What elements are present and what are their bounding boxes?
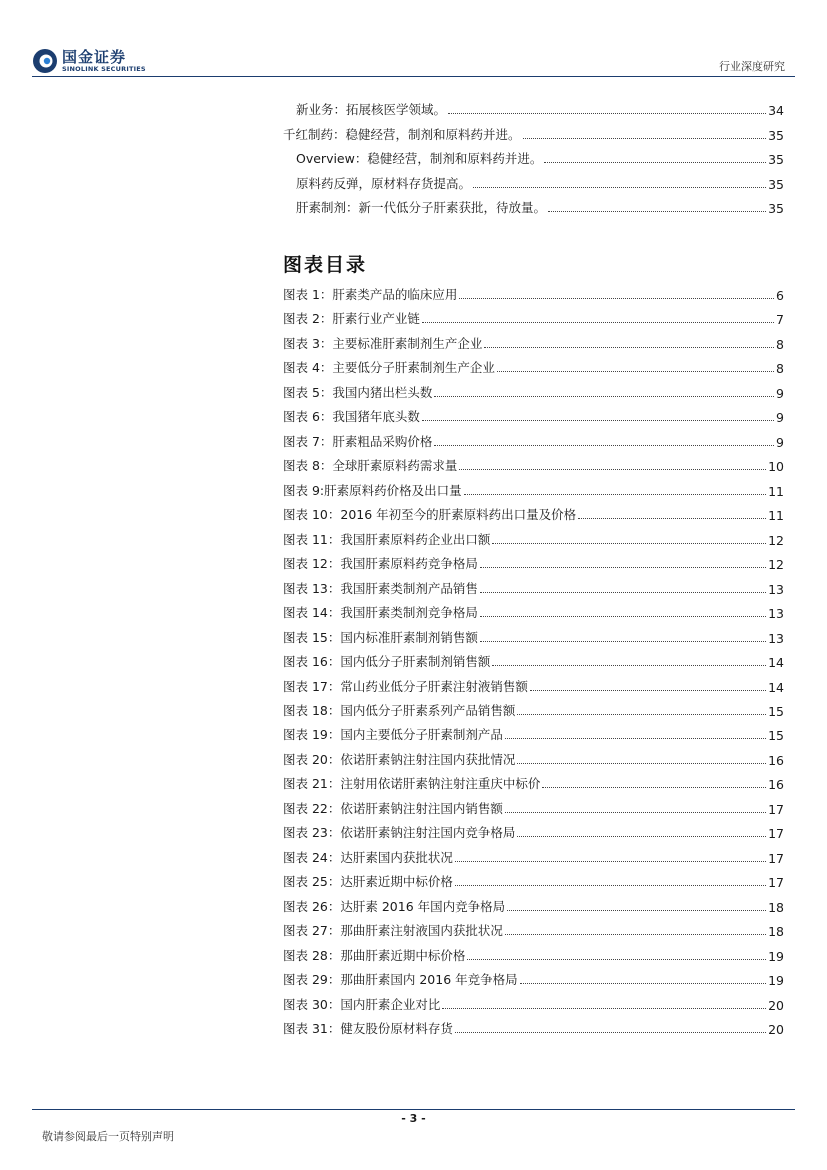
figure-entry-title: 图表 10：2016 年初至今的肝素原料药出口量及价格 <box>283 507 577 523</box>
footer-divider <box>32 1109 795 1110</box>
figure-entry-title: 图表 2：肝素行业产业链 <box>283 311 420 327</box>
figure-entry-page: 20 <box>768 1022 784 1038</box>
figure-entry[interactable] <box>283 528 784 548</box>
toc-entry-title: 千红制药：稳健经营，制剂和原料药并进。 <box>283 126 521 142</box>
figure-entry[interactable] <box>283 577 784 597</box>
figure-entry-page: 13 <box>768 581 784 597</box>
dot-leader <box>422 322 774 323</box>
figure-entry[interactable] <box>283 723 784 743</box>
figure-entry-page: 9 <box>776 385 784 401</box>
dot-leader <box>455 1032 766 1033</box>
figure-entry[interactable] <box>283 968 784 988</box>
figure-entry[interactable] <box>283 748 784 768</box>
figure-list-title: 图表目录 <box>283 254 368 276</box>
figure-entry-page: 11 <box>768 508 784 524</box>
figure-entry[interactable] <box>283 626 784 646</box>
figure-entry-title: 图表 31：健友股份原材料存货 <box>283 1021 453 1037</box>
figure-entry-page: 17 <box>768 801 784 817</box>
figure-entry[interactable] <box>283 332 784 352</box>
figure-entry[interactable] <box>283 821 784 841</box>
figure-entry-title: 图表 23：依诺肝素钠注射注国内竞争格局 <box>283 825 516 841</box>
dot-leader <box>480 567 766 568</box>
figure-entry-page: 16 <box>768 752 784 768</box>
toc-entry-title: Overview：稳健经营，制剂和原料药并进。 <box>296 151 543 166</box>
toc-entry-page: 35 <box>768 152 784 167</box>
figure-entry-page: 9 <box>776 434 784 450</box>
figure-entry-page: 14 <box>768 655 784 671</box>
figure-entry-page: 12 <box>768 557 784 573</box>
dot-leader <box>520 983 766 984</box>
dot-leader <box>434 396 774 397</box>
figure-entry-page: 16 <box>768 777 784 793</box>
figure-entry[interactable] <box>283 650 784 670</box>
dot-leader <box>507 910 766 911</box>
figure-entry-page: 17 <box>768 875 784 891</box>
figure-entry-page: 19 <box>768 973 784 989</box>
figure-entry[interactable] <box>283 479 784 499</box>
dot-leader <box>544 162 766 163</box>
figure-entry[interactable] <box>283 430 784 450</box>
dot-leader <box>480 641 766 642</box>
dot-leader <box>442 1008 766 1009</box>
figure-entry-page: 12 <box>768 532 784 548</box>
figure-entry-page: 20 <box>768 997 784 1013</box>
dot-leader <box>473 187 766 188</box>
figure-entry-title: 图表 27：那曲肝素注射液国内获批状况 <box>283 923 503 939</box>
figure-entry-page: 15 <box>768 728 784 744</box>
figure-entry-title: 图表 13：我国肝素类制剂产品销售 <box>283 580 478 596</box>
dot-leader <box>505 934 766 935</box>
dot-leader <box>542 787 766 788</box>
dot-leader <box>434 445 774 446</box>
figure-entry-title: 图表 22：依诺肝素钠注射注国内销售额 <box>283 800 503 816</box>
figure-entry-title: 图表 5：我国内猪出栏头数 <box>283 384 433 400</box>
dot-leader <box>422 420 774 421</box>
figure-entry[interactable] <box>283 552 784 572</box>
figure-entry-title: 图表 14：我国肝素类制剂竞争格局 <box>283 605 478 621</box>
figure-entry-page: 6 <box>776 288 784 303</box>
company-logo <box>32 45 162 79</box>
dot-leader <box>548 211 766 212</box>
figure-entry[interactable] <box>283 797 784 817</box>
figure-entry-title: 图表 12：我国肝素原料药竞争格局 <box>283 556 478 572</box>
figure-entry-title: 图表 4：主要低分子肝素制剂生产企业 <box>283 360 495 376</box>
report-type: 行业深度研究 <box>719 60 785 73</box>
figure-entry-page: 13 <box>768 630 784 646</box>
toc-entry[interactable] <box>296 98 784 118</box>
toc-entry[interactable] <box>296 172 784 192</box>
dot-leader <box>492 543 766 544</box>
dot-leader <box>455 861 766 862</box>
figure-entry-title: 图表 6：我国猪年底头数 <box>283 409 420 425</box>
figure-entry-title: 图表 18：国内低分子肝素系列产品销售额 <box>283 702 516 718</box>
dot-leader <box>480 616 766 617</box>
figure-entry-title: 图表 8：全球肝素原料药需求量 <box>283 458 458 474</box>
figure-entry[interactable] <box>283 699 784 719</box>
figure-entry-page: 14 <box>768 679 784 695</box>
figure-entry[interactable] <box>283 454 784 474</box>
dot-leader <box>484 347 774 348</box>
figure-entry-title: 图表 17：常山药业低分子肝素注射液销售额 <box>283 678 528 694</box>
toc-entry-page: 35 <box>768 176 784 192</box>
figure-entry-page: 13 <box>768 606 784 622</box>
figure-entry[interactable] <box>283 601 784 621</box>
figure-entry-title: 图表 21：注射用依诺肝素钠注射注重庆中标价 <box>283 776 541 792</box>
figure-entry[interactable] <box>283 895 784 915</box>
figure-entry-page: 18 <box>768 899 784 915</box>
dot-leader <box>459 469 766 470</box>
figure-entry-page: 10 <box>768 459 784 475</box>
figure-entry-title: 图表 24：达肝素国内获批状况 <box>283 849 453 865</box>
toc-entry[interactable] <box>296 147 784 167</box>
dot-leader <box>505 812 766 813</box>
dot-leader <box>455 885 766 886</box>
toc-entry[interactable] <box>283 123 784 143</box>
figure-entry[interactable] <box>283 675 784 695</box>
toc-entry-page: 35 <box>768 201 784 216</box>
toc-entry-title: 新业务：拓展核医学领域。 <box>296 102 447 117</box>
figure-entry-title: 图表 7：肝素粗品采购价格 <box>283 433 433 449</box>
figure-entry-title: 图表 9:肝素原料药价格及出口量 <box>283 482 462 498</box>
figure-entry-page: 18 <box>768 924 784 940</box>
dot-leader <box>578 518 766 519</box>
figure-entry-title: 图表 15：国内标准肝素制剂销售额 <box>283 629 478 645</box>
figure-entry[interactable] <box>283 919 784 939</box>
dot-leader <box>459 298 774 299</box>
figure-entry[interactable] <box>283 772 784 792</box>
figure-entry-page: 8 <box>776 361 784 377</box>
dot-leader <box>467 959 766 960</box>
toc-entry-title: 肝素制剂：新一代低分子肝素获批，待放量。 <box>296 200 547 215</box>
logo-chinese-name: 国金证券 <box>62 48 127 66</box>
dot-leader <box>448 113 766 114</box>
figure-entry[interactable] <box>283 356 784 376</box>
toc-entry-page: 35 <box>768 127 784 143</box>
dot-leader <box>517 714 766 715</box>
figure-entry-title: 图表 26：达肝素 2016 年国内竞争格局 <box>283 898 506 914</box>
logo-english-name: SINOLINK SECURITIES <box>62 65 146 73</box>
figure-entry-title: 图表 1：肝素类产品的临床应用 <box>283 287 458 302</box>
figure-entry-title: 图表 20：依诺肝素钠注射注国内获批情况 <box>283 751 516 767</box>
figure-entry-page: 15 <box>768 703 784 719</box>
footer-disclaimer: 敬请参阅最后一页特别声明 <box>42 1130 174 1143</box>
figure-entry-title: 图表 28：那曲肝素近期中标价格 <box>283 947 466 963</box>
figure-entry[interactable] <box>283 405 784 425</box>
figure-entry-page: 17 <box>768 850 784 866</box>
figure-entry-title: 图表 11：我国肝素原料药企业出口额 <box>283 531 491 547</box>
figure-entry-page: 17 <box>768 826 784 842</box>
figure-entry-page: 9 <box>776 410 784 426</box>
dot-leader <box>517 836 766 837</box>
dot-leader <box>505 738 766 739</box>
figure-entry[interactable] <box>283 283 784 303</box>
toc-entry-page: 34 <box>768 103 784 118</box>
dot-leader <box>497 371 774 372</box>
figure-entry-page: 7 <box>776 312 784 328</box>
figure-entry-page: 19 <box>768 948 784 964</box>
figure-entry-title: 图表 16：国内低分子肝素制剂销售额 <box>283 654 491 670</box>
figure-entry[interactable] <box>283 1017 784 1037</box>
figure-entry[interactable] <box>283 993 784 1013</box>
figure-entry[interactable] <box>283 307 784 327</box>
figure-entry-page: 11 <box>768 483 784 499</box>
dot-leader <box>523 138 767 139</box>
figure-entry-title: 图表 29：那曲肝素国内 2016 年竞争格局 <box>283 972 518 988</box>
header-divider <box>32 76 795 77</box>
figure-entry[interactable] <box>283 503 784 523</box>
dot-leader <box>480 592 766 593</box>
dot-leader <box>464 494 766 495</box>
dot-leader <box>492 665 766 666</box>
dot-leader <box>517 763 766 764</box>
figure-entry[interactable] <box>283 846 784 866</box>
figure-entry-title: 图表 19：国内主要低分子肝素制剂产品 <box>283 727 503 743</box>
page-number: - 3 - <box>401 1112 426 1125</box>
sinolink-logo-icon <box>32 48 58 74</box>
figure-entry[interactable] <box>283 381 784 401</box>
figure-entry-title: 图表 30：国内肝素企业对比 <box>283 996 441 1012</box>
figure-entry-page: 8 <box>776 336 784 352</box>
figure-entry-title: 图表 3：主要标准肝素制剂生产企业 <box>283 335 483 351</box>
dot-leader <box>530 690 766 691</box>
figure-entry[interactable] <box>283 944 784 964</box>
figure-entry-title: 图表 25：达肝素近期中标价格 <box>283 874 453 890</box>
figure-entry[interactable] <box>283 870 784 890</box>
toc-entry-title: 原料药反弹，原材料存货提高。 <box>296 175 472 191</box>
page-header <box>0 0 827 82</box>
toc-entry[interactable] <box>296 196 784 216</box>
